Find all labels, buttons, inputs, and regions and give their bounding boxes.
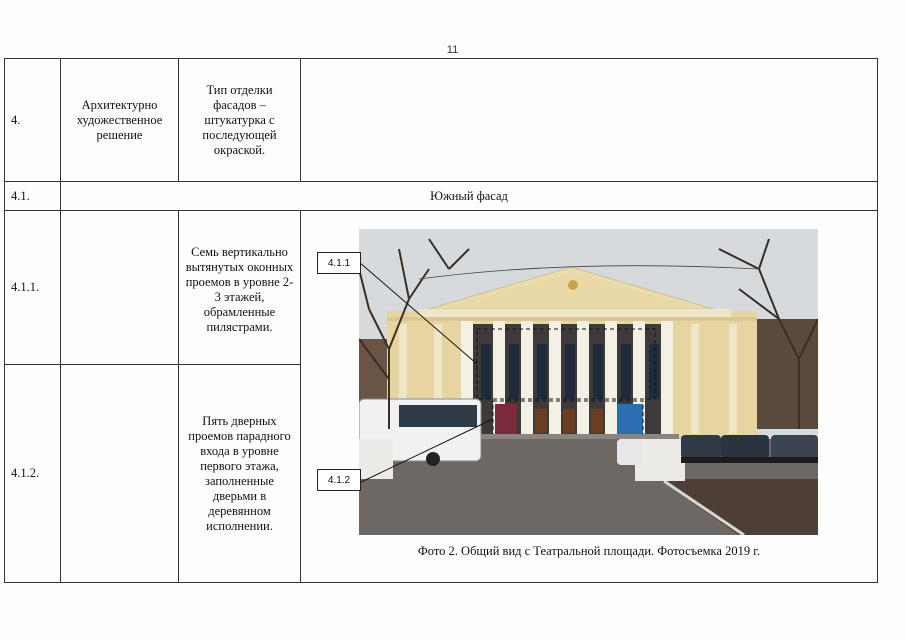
row-4-1-section-title: Южный фасад — [60, 181, 878, 211]
page-number: 11 — [446, 44, 459, 56]
row-4-1-number: 4.1. — [4, 181, 61, 211]
row-4-1-1-description: Семь вертикально вытянутых оконных проемов в уровне 2-3 этажей, обрамленные пилястрами. — [178, 210, 301, 365]
callout-4-1-1: 4.1.1 — [317, 252, 361, 274]
row-4-1-1-number: 4.1.1. — [4, 210, 61, 365]
row-4-number: 4. — [4, 58, 61, 182]
row-4-1-1-empty-cell — [60, 210, 179, 365]
row-4-1-2-empty-cell — [60, 364, 179, 583]
row-4-name: Архитектурно художественное решение — [60, 58, 179, 182]
callout-4-1-2: 4.1.2 — [317, 469, 361, 491]
photo-caption: Фото 2. Общий вид с Театральной площади. Фотосъемка 2019 г. — [417, 544, 761, 558]
row-4-empty-cell — [300, 58, 878, 182]
theater-photo — [359, 229, 818, 535]
row-4-description: Тип отделки фасадов – штукатурка с последующей окраской. — [178, 58, 301, 182]
row-4-1-2-number: 4.1.2. — [4, 364, 61, 583]
row-4-1-2-description: Пять дверных проемов парадного входа в уровне первого этажа, заполненные дверьми в деревянном исполнении. — [178, 364, 301, 583]
